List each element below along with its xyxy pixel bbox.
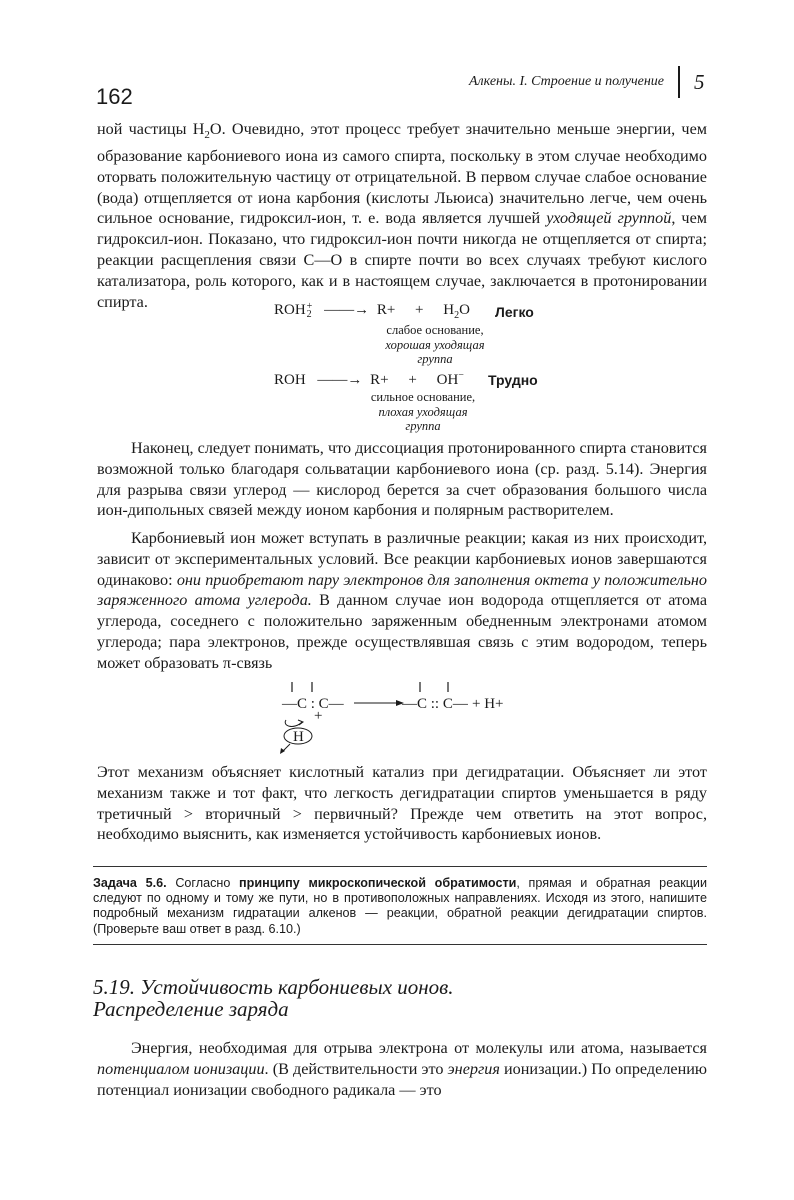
eq1-product-2: $H_2O$ xyxy=(443,302,470,321)
problem-term: принципу микроскопической обратимости xyxy=(239,876,517,890)
mech-reactant: —C : C— xyxy=(282,696,344,712)
eq1-lhs: ROH + 2 xyxy=(274,300,313,320)
running-title: Алкены. I. Строение и получение xyxy=(468,74,664,89)
text: O. Очевидно, этот процесс требует значительно меньше энергии, чем образование карбониевого иона из самого спирта, поскольку в этом случае необходимо оторвать положительную частицу от отрицательной. В первом случае слабое основание (вода) отщепляется от иона карбония (кислоты Льюиса) значительно легче, чем очень сильное основание, гидроксил-ион, т. е. вода является лучшей xyxy=(97,120,708,228)
paragraph-2: Наконец, следует понимать, что диссоциация протонированного спирта становится возможной только благодаря сольватации карбониевого иона (ср. разд. 5.14). Энергия для разрыва связи углерод — кислород берется за счет образования большого числа ион-дипольных связей между ионом карбония и полярным растворителем. xyxy=(97,439,707,520)
text: Карбониевый ион может вступать в различные реакции; какая из них происходит, зависит от экспериментальных условий. Все реакции карбониевых ионов завершаются одинаково: xyxy=(97,529,707,589)
problem-bottom-rule xyxy=(93,944,707,945)
section-heading: 5.19. Устойчивость карбониевых ионов. Распределение заряда xyxy=(93,975,454,1021)
eq2-product-2: OH− xyxy=(436,370,464,388)
paragraph-1 xyxy=(97,119,707,312)
elimination-mechanism xyxy=(268,676,538,756)
mech-proton: + H+ xyxy=(472,696,504,712)
term-energy: энергия xyxy=(447,1059,500,1078)
page-number: 162 xyxy=(96,84,133,109)
term-ionization-potential: потенциалом ионизации xyxy=(97,1059,265,1078)
emphasis-octet: они приобретают пару электронов для заполнения октета у положительно заряженного атома углерода. xyxy=(97,570,707,610)
eq2-side-label: Трудно xyxy=(488,372,538,388)
paragraph-5: Энергия, необходимая для отрыва электрона от молекулы или атома, называется потенциалом ионизации. (В действительности это энергия ионизации.) По определению потенциал ионизации свободного радикала — это xyxy=(97,1039,708,1099)
eq1-plus: + xyxy=(415,302,424,318)
problem-5-6: Задача 5.6. Согласно принципу микроскопической обратимости, прямая и обратная реакции следуют по одному и тому же пути, но в противоположных направлениях. Исходя из этого, напишите подробный механизм гидратации алкенов — реакции, обратной реакции дегидратации спиртов. (Проверьте ваш ответ в разд. 6.10.) xyxy=(93,876,707,936)
text: ной частицы H xyxy=(97,120,205,138)
eq1-product-1: R+ xyxy=(376,302,396,318)
eq2-annotation: сильное основание, плохая уходящая группа xyxy=(370,390,476,433)
eq1-annotation: слабое основание, хорошая уходящая группа xyxy=(385,323,485,366)
eq2-lhs: ROH xyxy=(274,372,306,388)
eq2-product-1: R+ xyxy=(370,372,389,388)
subscript: 2 xyxy=(204,129,210,142)
mech-hydrogen: H xyxy=(293,729,304,745)
mech-product: —C :: C— xyxy=(402,696,468,712)
eq2-arrow: ——→ xyxy=(317,372,363,388)
eq2-plus: + xyxy=(408,372,417,388)
problem-label: Задача 5.6. xyxy=(93,876,167,890)
term-leaving-group: уходящей группой xyxy=(546,209,672,228)
paragraph-3 xyxy=(97,528,707,674)
equation-1 xyxy=(274,302,470,321)
eq1-side-label: Легко xyxy=(495,304,534,320)
paragraph-4: Этот механизм объясняет кислотный катализ при дегидратации. Объясняет ли этот механизм также и тот факт, что легкость дегидратации спиртов уменьшается в ряду третичный > вторичный > первичный? Прежде чем ответить на этот вопрос, необходимо выяснить, как изменяется устойчивость карбониевых ионов. xyxy=(97,763,707,844)
eq1-arrow: ——→ xyxy=(324,302,370,318)
mech-charge: + xyxy=(314,708,323,724)
problem-top-rule xyxy=(93,866,707,867)
text: В данном случае ион водорода отщепляется от атома углерода, соседнего с положительно заряженным обедненным электронами атомом углерода; пара электронов, прежде осуществлявшая связь с этим водородом, теперь может образовать π-связь xyxy=(97,591,707,672)
header-divider xyxy=(678,66,680,98)
chapter-number: 5 xyxy=(694,70,705,94)
text: , чем гидроксил-ион. Показано, что гидроксил-ион почти никогда не отщепляется от спирта; реакции расщепления связи C—O в спирте почти во всех случаях требуют кислого катализатора, роль которого, как и в настоящем случае, заключается в протонировании спирта. xyxy=(97,209,707,311)
equation-2 xyxy=(274,370,464,389)
